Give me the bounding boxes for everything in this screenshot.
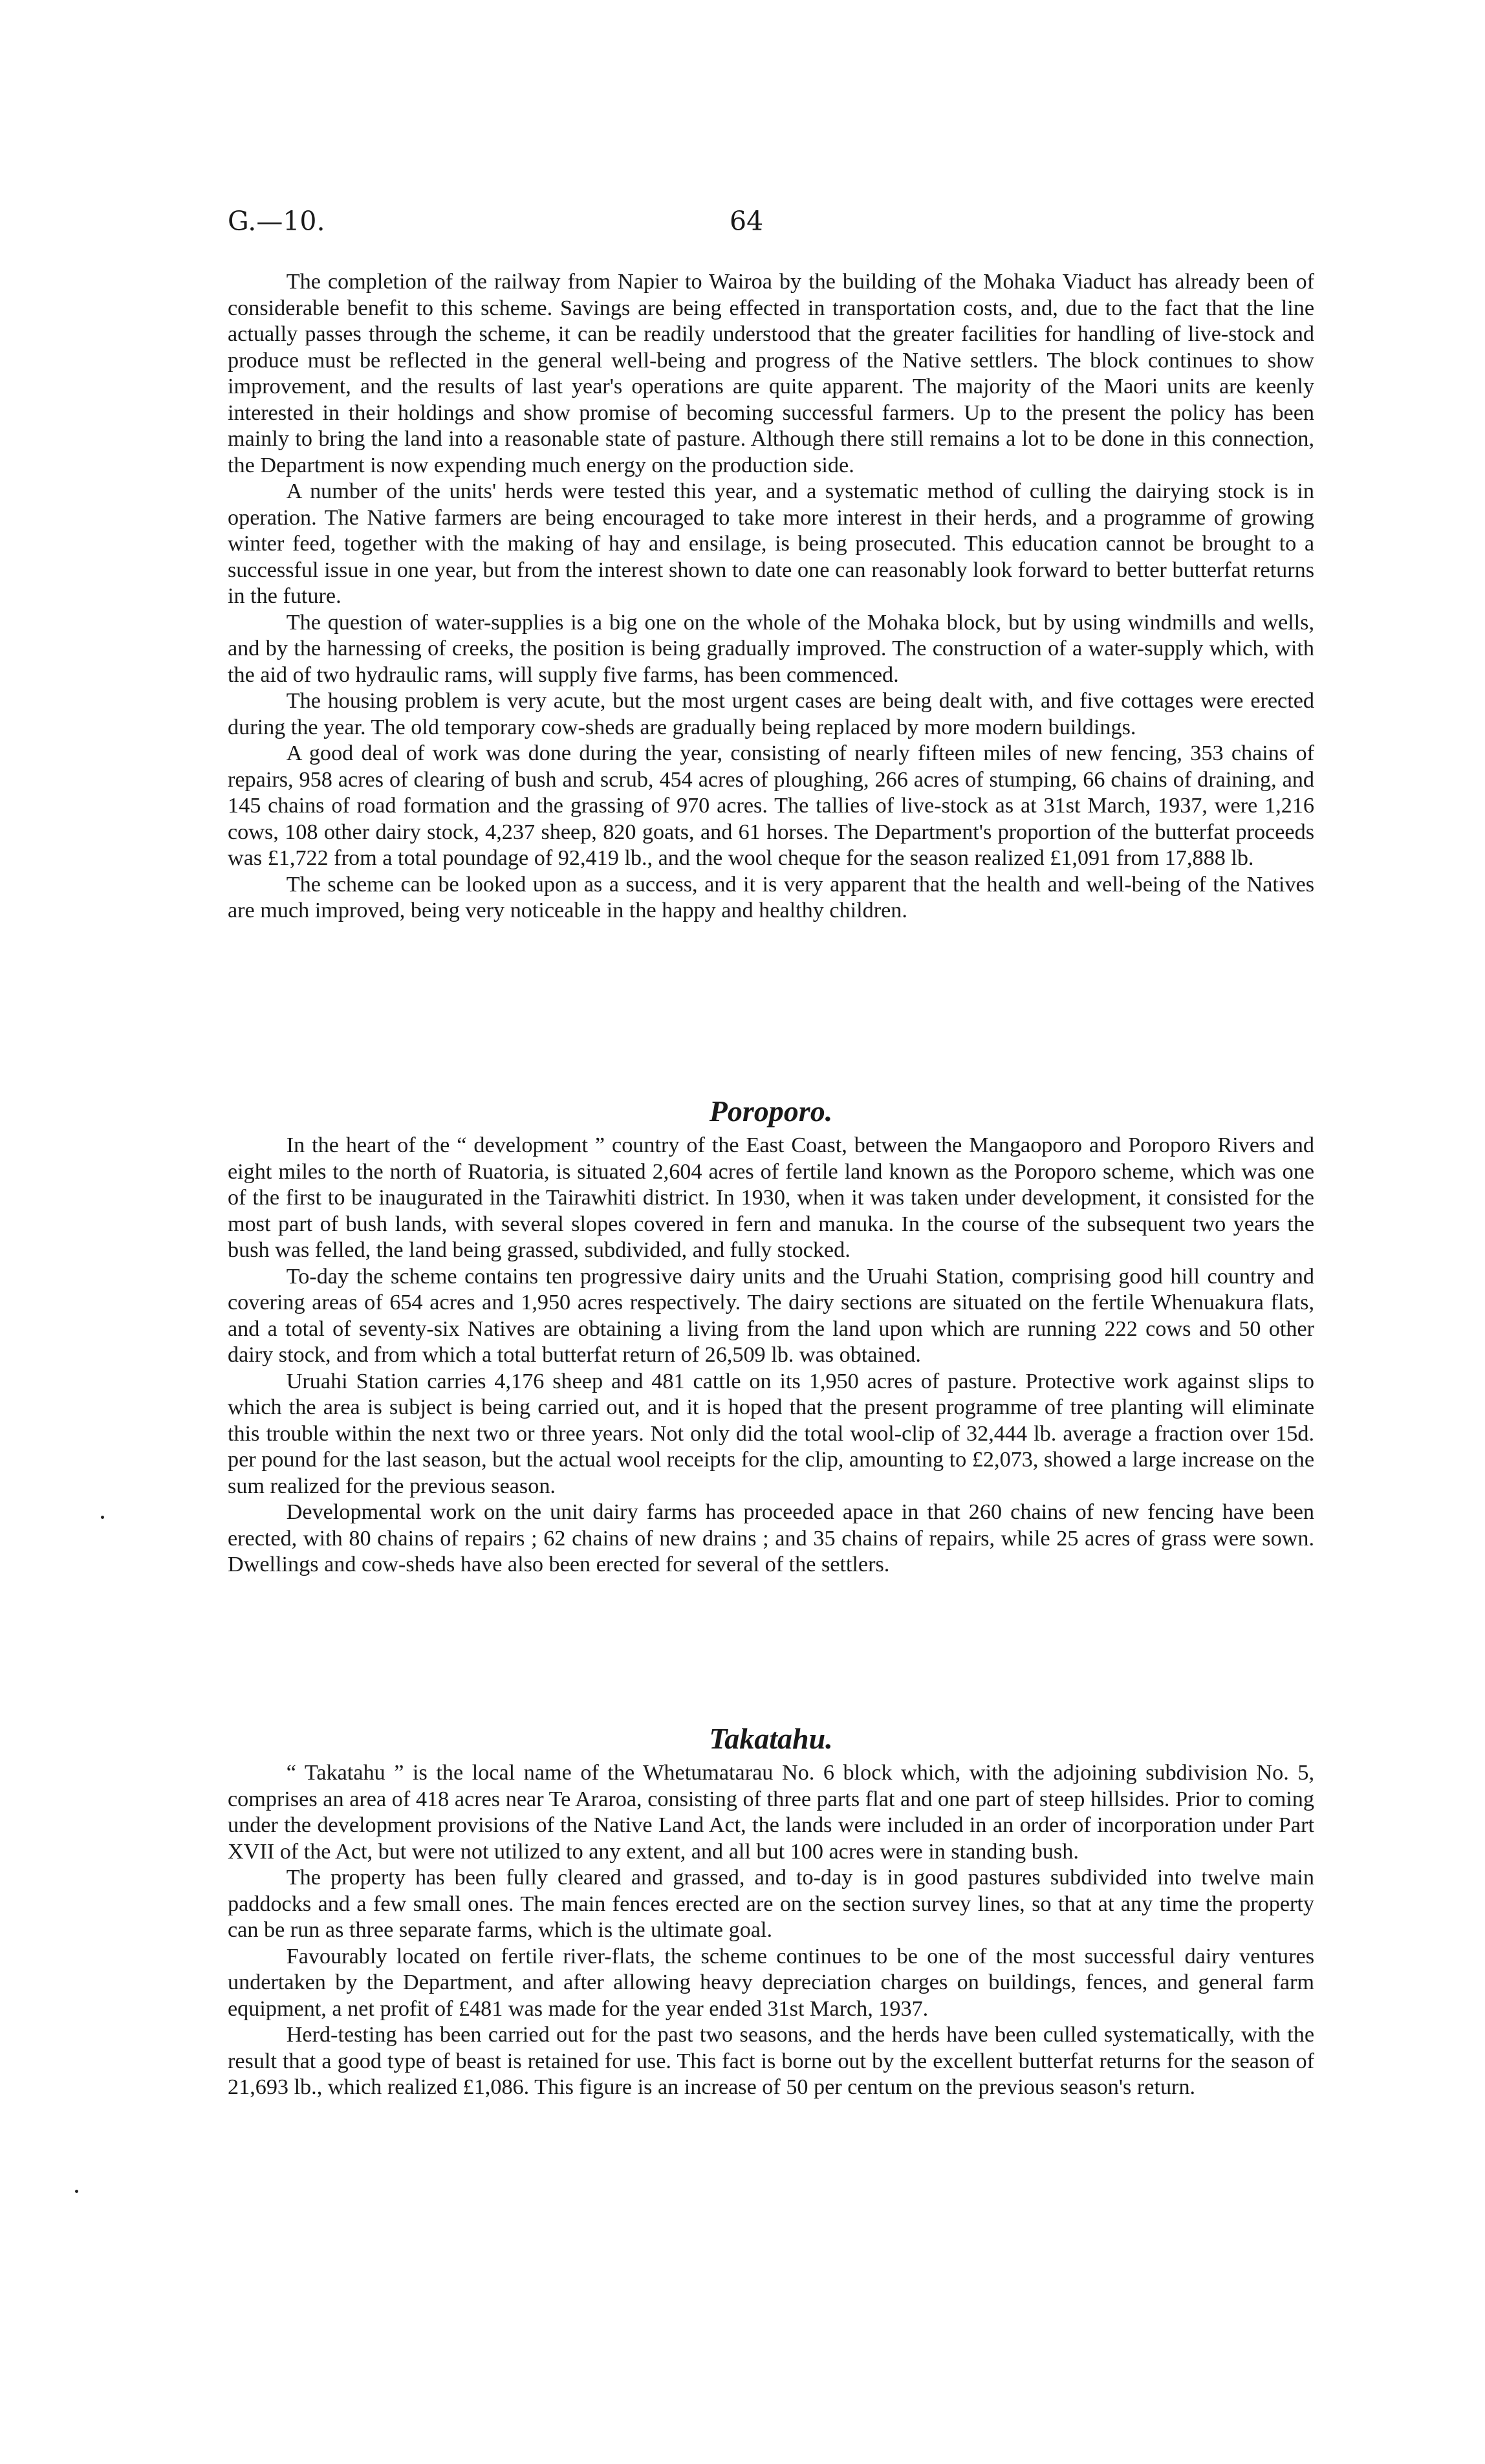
paragraph: Uruahi Station carries 4,176 sheep and 481 cattle on its 1,950 acres of pasture. Protective work against slips to which the area is subject is being carried out, and it is hoped that the present programme of tree planting will eliminate this trouble within the next two or three years. Not only did the total wool-clip of 32,444 lb. average a fraction over 15d. per pound for the last season, but the actual wool receipts for the clip, amounting to £2,073, showed a large increase on the sum realized for the previous season. (228, 1369, 1314, 1498)
scan-speck (101, 1516, 104, 1519)
poroporo-section (228, 1133, 1314, 1578)
paragraph: The question of water-supplies is a big one on the whole of the Mohaka block, but by using windmills and wells, and by the harnessing of creeks, the position is being gradually improved. The construction of a water-supply which, with the aid of two hydraulic rams, will supply five farms, has been commenced. (228, 610, 1314, 687)
paragraph: Favourably located on fertile river-flats, the scheme continues to be one of the most successful dairy ventures undertaken by the Department, and after allowing heavy depreciation charges on buildings, fences, and general farm equipment, a net profit of £481 was made for the year ended 31st March, 1937. (228, 1944, 1314, 2021)
paragraph: A number of the units' herds were tested this year, and a systematic method of culling the dairying stock is in operation. The Native farmers are being encouraged to take more interest in their herds, and a programme of growing winter feed, together with the making of hay and ensilage, is being prosecuted. This education cannot be brought to a successful issue in one year, but from the interest shown to date one can reasonably look forward to better butterfat returns in the future. (228, 479, 1314, 608)
takatahu-section (228, 1760, 1314, 2101)
paragraph: Developmental work on the unit dairy farms has proceeded apace in that 260 chains of new fencing have been erected, with 80 chains of repairs ; 62 chains of new drains ; and 35 chains of repairs, while 25 acres of grass were sown. Dwellings and cow-sheds have also been erected for several of the settlers. (228, 1500, 1314, 1576)
paragraph: The scheme can be looked upon as a success, and it is very apparent that the health and well-being of the Natives are much improved, being very noticeable in the happy and healthy children. (228, 872, 1314, 922)
intro-section (228, 269, 1314, 924)
paragraph: A good deal of work was done during the year, consisting of nearly fifteen miles of new fencing, 353 chains of repairs, 958 acres of clearing of bush and scrub, 454 acres of ploughing, 266 acres of stumping, 66 chains of draining, and 145 chains of road formation and the grassing of 970 acres. The tallies of live-stock as at 31st March, 1937, were 1,216 cows, 108 other dairy stock, 4,237 sheep, 820 goats, and 61 horses. The Department's proportion of the butterfat proceeds was £1,722 from a total poundage of 92,419 lb., and the wool cheque for the season realized £1,091 from 17,888 lb. (228, 741, 1314, 870)
section-heading-takatahu: Takatahu. (709, 1722, 833, 1755)
scan-speck (75, 2190, 78, 2193)
paragraph: The property has been fully cleared and grassed, and to-day is in good pastures subdivided into twelve main paddocks and a few small ones. The main fences erected are on the section survey lines, so that at any time the property can be run as three separate farms, which is the ultimate goal. (228, 1866, 1314, 1942)
paragraph: To-day the scheme contains ten progressive dairy units and the Uruahi Station, comprising good hill country and covering areas of 654 acres and 1,950 acres respectively. The dairy sections are situated on the fertile Whenuakura flats, and a total of seventy-six Natives are obtaining a living from the land upon which are running 222 cows and 50 other dairy stock, and from which a total butterfat return of 26,509 lb. was obtained. (228, 1264, 1314, 1367)
document-reference: G.—10. (228, 206, 325, 237)
section-heading-poroporo: Poroporo. (709, 1095, 833, 1128)
paragraph: “ Takatahu ” is the local name of the Whetumatarau No. 6 block which, with the adjoining subdivision No. 5, comprises an area of 418 acres near Te Araroa, consisting of three parts flat and one part of steep hillsides. Prior to coming under the development provisions of the Native Land Act, the lands were included in an order of incorporation under Part XVII of the Act, but were not utilized to any extent, and all but 100 acres were in standing bush. (228, 1761, 1314, 1864)
paragraph: In the heart of the “ development ” country of the East Coast, between the Mangaoporo and Poroporo Rivers and eight miles to the north of Ruatoria, is situated 2,604 acres of fertile land known as the Poroporo scheme, which was one of the first to be inaugurated in the Tairawhiti district. In 1930, when it was taken under development, it consisted for the most part of bush lands, with several slopes covered in fern and manuka. In the course of the subsequent two years the bush was felled, the land being grassed, subdivided, and fully stocked. (228, 1133, 1314, 1262)
paragraph: Herd-testing has been carried out for the past two seasons, and the herds have been culled systematically, with the result that a good type of beast is retained for use. This fact is borne out by the excellent butterfat returns for the season of 21,693 lb., which realized £1,086. This figure is an increase of 50 per centum on the previous season's return. (228, 2023, 1314, 2099)
paragraph: The housing problem is very acute, but the most urgent cases are being dealt with, and five cottages were erected during the year. The old temporary cow-sheds are gradually being replaced by more modern buildings. (228, 689, 1314, 739)
page-header (228, 206, 1314, 245)
page-number: 64 (730, 206, 764, 237)
paragraph: The completion of the railway from Napier to Wairoa by the building of the Mohaka Viaduct has already been of considerable benefit to this scheme. Savings are being effected in transportation costs, and, due to the fact that the line actually passes through the scheme, it can be readily understood that the greater facilities for handling of live-stock and produce must be reflected in the general well-being and progress of the Native settlers. The block continues to show improvement, and the results of last year's operations are quite apparent. The majority of the Maori units are keenly interested in their holdings and show promise of becoming successful farmers. Up to the present the policy has been mainly to bring the land into a reasonable state of pasture. Although there still remains a lot to be done in this connection, the Department is now expending much energy on the production side. (228, 270, 1314, 477)
